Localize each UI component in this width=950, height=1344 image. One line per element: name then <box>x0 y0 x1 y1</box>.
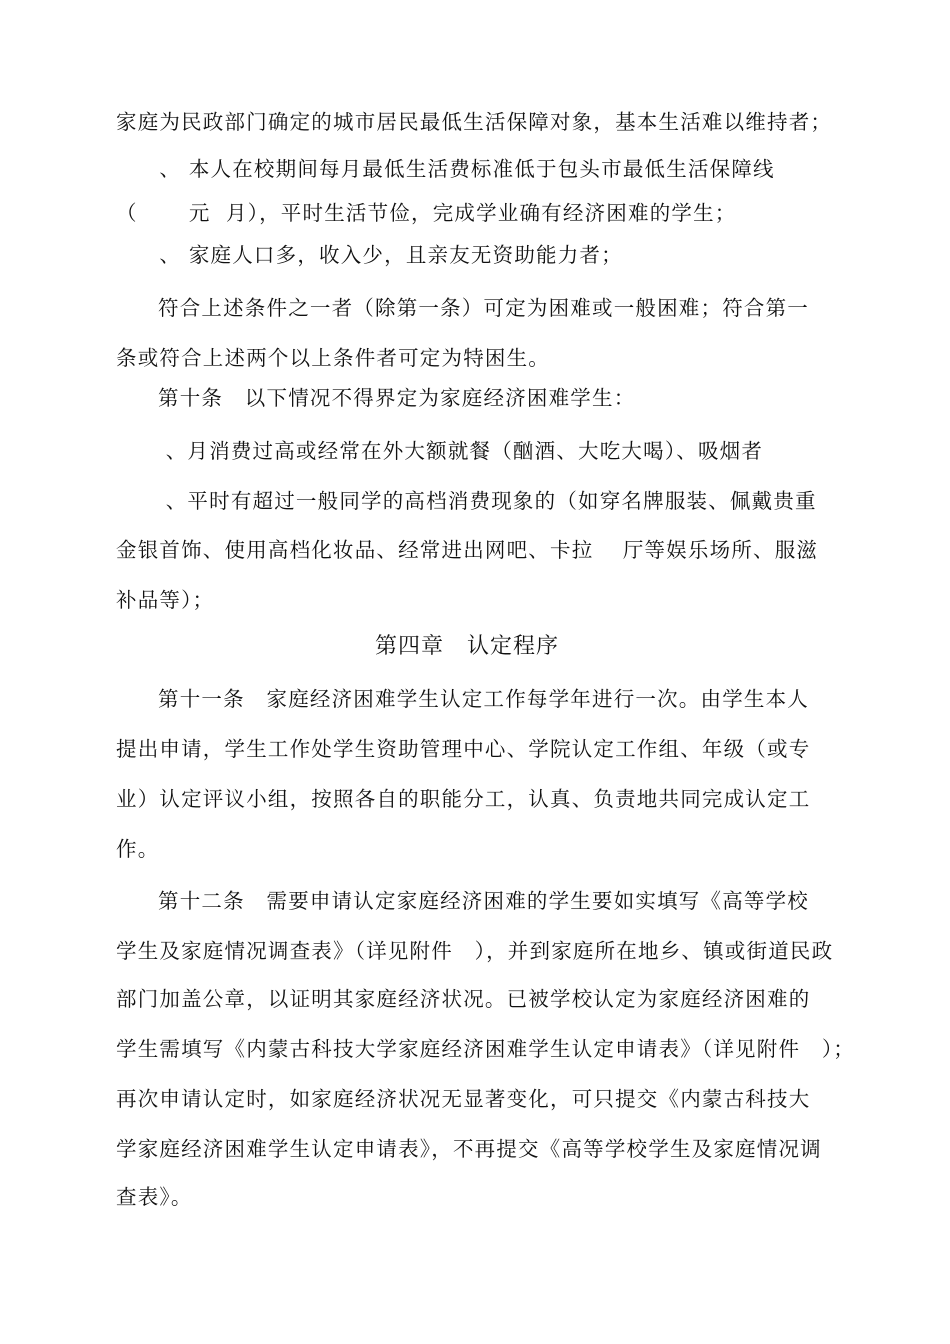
chapter-heading: 第四章 认定程序 <box>375 634 560 659</box>
paragraph-line: 部门加盖公章，以证明其家庭经济状况。已被学校认定为家庭经济困难的 <box>116 987 811 1011</box>
paragraph-line: 条或符合上述两个以上条件者可定为特困生。 <box>116 346 550 370</box>
paragraph-line: 业）认定评议小组，按照各自的职能分工，认真、负责地共同完成认定工 <box>116 787 811 811</box>
paragraph-line: 学生及家庭情况调查表》（详见附件 ），并到家庭所在地乡、镇或街道民政 <box>116 939 834 963</box>
paragraph-line: 第十二条 需要申请认定家庭经济困难的学生要如实填写《高等学校 <box>158 889 809 913</box>
paragraph-line: 学生需填写《内蒙古科技大学家庭经济困难学生认定申请表》（详见附件 ）； <box>116 1037 855 1061</box>
paragraph-line: 第十条 以下情况不得界定为家庭经济困难学生： <box>158 386 636 410</box>
paragraph-line: 作。 <box>116 837 160 861</box>
paragraph-line: 、 家庭人口多，收入少，且亲友无资助能力者； <box>116 243 623 267</box>
paragraph-line: 第十一条 家庭经济困难学生认定工作每学年进行一次。由学生本人 <box>158 687 809 711</box>
paragraph-line: 再次申请认定时，如家庭经济状况无显著变化，可只提交《内蒙古科技大 <box>116 1087 811 1111</box>
paragraph-line: 学家庭经济困难学生认定申请表》，不再提交《高等学校学生及家庭情况调 <box>116 1137 822 1161</box>
paragraph-line: 查表》。 <box>116 1185 193 1209</box>
paragraph-line: 金银首饰、使用高档化妆品、经常进出网吧、卡拉 厅等娱乐场所、服滋 <box>116 538 819 562</box>
paragraph-line: 补品等）； <box>116 588 215 612</box>
paragraph-line: 、平时有超过一般同学的高档消费现象的（如穿名牌服装、佩戴贵重 <box>158 489 817 513</box>
paragraph-line: 、 本人在校期间每月最低生活费标准低于包头市最低生活保障线 <box>116 157 775 181</box>
paragraph-line: 符合上述条件之一者（除第一条）可定为困难或一般困难；符合第一 <box>158 296 809 320</box>
paragraph-line: 提出申请，学生工作处学生资助管理中心、学院认定工作组、年级（或专 <box>116 737 811 761</box>
paragraph-line: 家庭为民政部门确定的城市居民最低生活保障对象，基本生活难以维持者； <box>116 110 833 134</box>
paragraph-line: 、月消费过高或经常在外大额就餐（酗酒、大吃大喝）、吸烟者 <box>158 439 764 463</box>
paragraph-line: （ 元 月），平时生活节俭，完成学业确有经济困难的学生； <box>116 201 737 225</box>
